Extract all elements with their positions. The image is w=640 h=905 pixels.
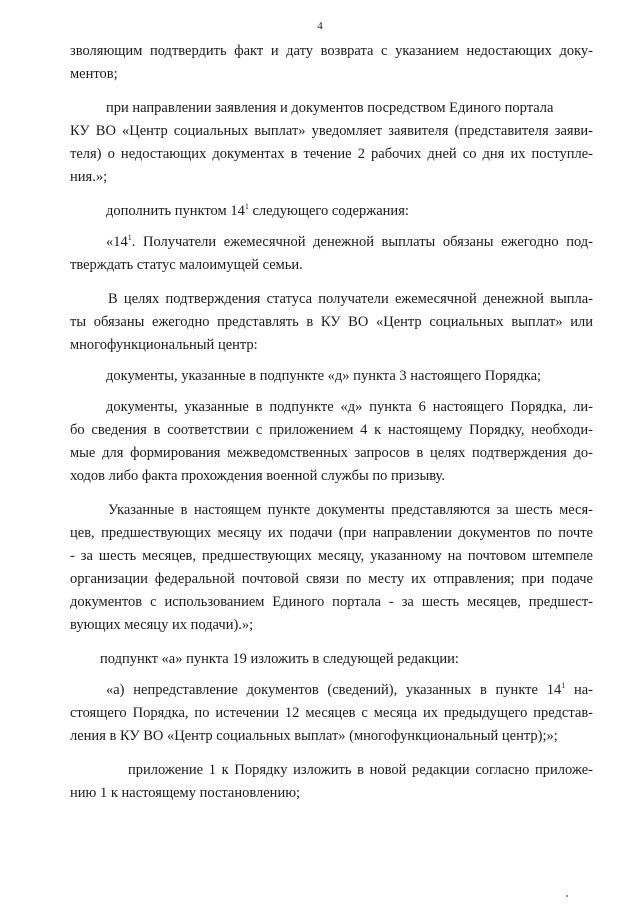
text-line bbox=[70, 200, 593, 223]
text-line: цев, предшествующих месяцу их подачи (при направлении документов по почте bbox=[70, 525, 593, 541]
text-fragment: на- bbox=[565, 682, 593, 698]
text-line: документы, указанные в подпункте «д» пункта 6 настоящего Порядка, ли- bbox=[106, 399, 593, 415]
scan-artifact bbox=[566, 895, 568, 897]
text-line: документы, указанные в подпункте «д» пункта 3 настоящего Порядка; bbox=[106, 368, 542, 384]
text-line: организации федеральной почтовой связи по месту их отправления; при подаче bbox=[70, 571, 593, 587]
text-line: стоящего Порядка, по истечении 12 месяцев с месяца их предыдущего представ- bbox=[70, 705, 593, 721]
text-line: теля) о недостающих документах в течение 2 рабочих дней со дня их поступле- bbox=[70, 146, 593, 162]
text-line: при направлении заявления и документов посредством Единого портала bbox=[106, 100, 554, 116]
text-line: документов с использованием Единого портала - за шесть месяцев, предшест- bbox=[70, 594, 593, 610]
text-line: мые для формирования межведомственных запросов в целях подтверждения до- bbox=[70, 445, 593, 461]
text-line: Указанные в настоящем пункте документы представляются за шесть меся- bbox=[108, 502, 593, 518]
text-fragment: следующего содержания: bbox=[248, 203, 409, 219]
text-line: нию 1 к настоящему постановлению; bbox=[70, 785, 301, 801]
text-fragment: . Получатели ежемесячной денежной выплаты обязаны ежегодно под- bbox=[131, 234, 593, 250]
text-line: ментов; bbox=[70, 66, 118, 82]
text-line: В целях подтверждения статуса получатели ежемесячной денежной выпла- bbox=[108, 291, 593, 307]
text-line: ления в КУ ВО «Центр социальных выплат» (многофункциональный центр);»; bbox=[70, 728, 558, 744]
text-line: КУ ВО «Центр социальных выплат» уведомляет заявителя (представителя заяви- bbox=[70, 123, 593, 139]
text-line: вующих месяцу их подачи).»; bbox=[70, 617, 254, 633]
text-line: подпункт «а» пункта 19 изложить в следующей редакции: bbox=[100, 651, 459, 667]
text-line: ния.»; bbox=[70, 169, 108, 185]
text-line: бо сведения в соответствии с приложением 4 к настоящему Порядку, необходи- bbox=[70, 422, 593, 438]
text-line: многофункциональный центр: bbox=[70, 337, 258, 353]
text-line bbox=[70, 679, 593, 702]
text-fragment: «а) непредставление документов (сведений), указанных в пункте 14 bbox=[106, 682, 562, 698]
text-line: ходов либо факта прохождения военной службы по призыву. bbox=[70, 468, 445, 484]
text-fragment: дополнить пунктом 14 bbox=[106, 203, 245, 219]
page-number: 4 bbox=[317, 20, 323, 32]
text-fragment: «14 bbox=[106, 234, 128, 250]
text-line: тверждать статус малоимущей семьи. bbox=[70, 257, 303, 273]
superscript: 1 bbox=[561, 681, 566, 691]
text-line: - за шесть месяцев, предшествующих месяцу, указанному на почтовом штемпеле bbox=[70, 548, 593, 564]
superscript: 1 bbox=[127, 233, 132, 243]
document-body bbox=[70, 40, 593, 805]
text-line: приложение 1 к Порядку изложить в новой редакции согласно приложе- bbox=[128, 762, 593, 778]
text-line: ты обязаны ежегодно представлять в КУ ВО «Центр социальных выплат» или bbox=[70, 314, 593, 330]
superscript: 1 bbox=[244, 202, 249, 212]
text-line: зволяющим подтвердить факт и дату возврата с указанием недостающих доку- bbox=[70, 43, 593, 59]
text-line bbox=[70, 231, 593, 254]
